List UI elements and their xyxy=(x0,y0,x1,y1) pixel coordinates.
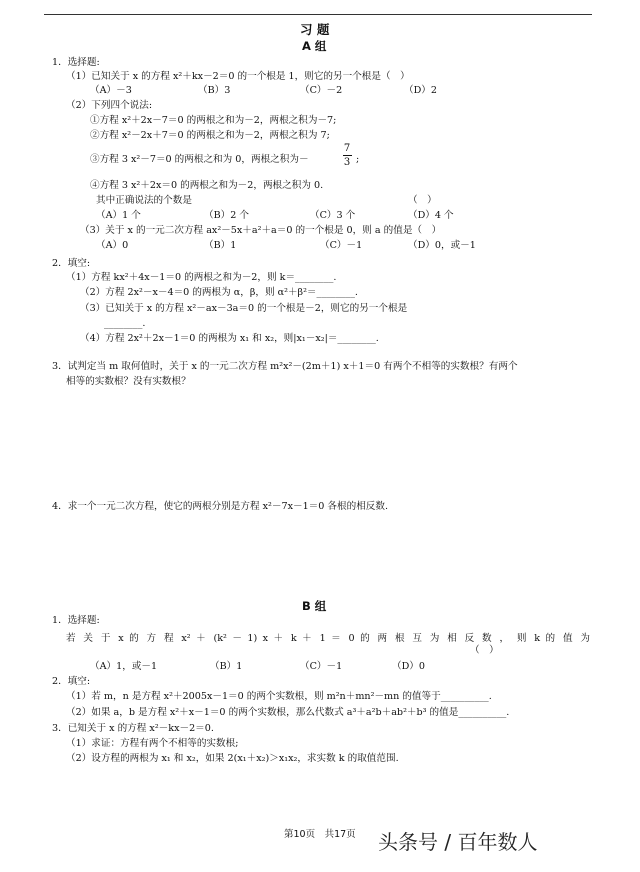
a2-q1: （1）方程 kx²＋4x－1＝0 的两根之和为－2，则 k＝________. xyxy=(66,272,337,283)
a1-q3: （3）关于 x 的一元二次方程 ax²－5x＋a²＋a＝0 的一个根是 0，则 a 的值是（ ） xyxy=(80,225,442,236)
a1-q2-answer-paren: （ ） xyxy=(408,195,437,206)
a1-q1-opt-a: （A）－3 xyxy=(90,85,132,96)
a1-q3-opt-c: （C）－1 xyxy=(320,240,363,251)
b1-q1-answer-paren: （ ） xyxy=(470,645,499,656)
fraction-bar xyxy=(343,155,352,156)
a1-heading: 1．选择题: xyxy=(52,57,100,68)
watermark: 头条号 / 百年数人 xyxy=(378,830,538,854)
a1-q3-opt-b: （B）1 xyxy=(204,240,237,251)
a1-q2-opt-c: （C）3 个 xyxy=(310,210,356,221)
a1-q3-opt-d: （D）0，或－1 xyxy=(408,240,476,251)
b1-heading: 1．选择题: xyxy=(52,615,100,626)
a2-heading: 2．填空: xyxy=(52,258,91,269)
group-a-heading: A 组 xyxy=(302,39,327,53)
b1-q1: 若 关 于 x 的 方 程 x² ＋ (k² － 1) x ＋ k ＋ 1 ＝ 0 的 两 根 互 为 相 反 数 ， 则 k 的 值 为 xyxy=(66,633,590,644)
b3-question: 3．已知关于 x 的方程 x²－kx－2＝0. xyxy=(52,723,214,734)
b2-q2: （2）如果 a，b 是方程 x²＋x－1＝0 的两个实数根，那么代数式 a³＋a²b＋ab²＋b³ 的值是__________. xyxy=(66,707,510,718)
a1-q2-question: 其中正确说法的个数是 xyxy=(96,195,192,206)
b1-q1-opt-d: （D）0 xyxy=(392,661,425,672)
a2-q3: （3）已知关于 x 的方程 x²－ax－3a＝0 的一个根是－2，则它的另一个根是 xyxy=(80,303,408,314)
page-title: 习 题 xyxy=(300,22,330,37)
b1-q1-opt-b: （B）1 xyxy=(210,661,243,672)
b3-part2: （2）设方程的两根为 x₁ 和 x₂，如果 2(x₁＋x₂)＞x₁x₂，求实数 k 的取值范围. xyxy=(66,753,399,764)
a1-q1: （1）已知关于 x 的方程 x²＋kx－2＝0 的一个根是 1，则它的另一个根是（ ） xyxy=(66,71,410,82)
group-b-heading: B 组 xyxy=(302,599,327,613)
b2-q1: （1）若 m，n 是方程 x²＋2005x－1＝0 的两个实数根，则 m²n＋mn²－mn 的值等于__________. xyxy=(66,691,492,702)
a4-question: 4．求一个一元二次方程，使它的两根分别是方程 x²－7x－1＝0 各根的相反数. xyxy=(52,501,389,512)
top-rule xyxy=(44,14,592,15)
a1-q1-opt-d: （D）2 xyxy=(404,85,437,96)
a2-q3-blank: ________. xyxy=(104,318,146,329)
a1-q2-opt-d: （D）4 个 xyxy=(408,210,454,221)
a1-q3-opt-a: （A）0 xyxy=(96,240,129,251)
a1-q2-s3: ③方程 3 x²－7＝0 的两根之和为 0，两根之积为－ xyxy=(90,154,309,165)
a2-q2: （2）方程 2x²－x－4＝0 的两根为 α，β，则 α²＋β²＝________. xyxy=(80,287,358,298)
a1-q1-opt-b: （B）3 xyxy=(198,85,231,96)
a1-q2-opt-a: （A）1 个 xyxy=(96,210,141,221)
fraction-7-3 xyxy=(340,143,354,168)
b3-part1: （1）求证：方程有两个不相等的实数根; xyxy=(66,738,239,749)
page-number-footer: 第10页 共17页 xyxy=(284,829,356,840)
a1-q2-opt-b: （B）2 个 xyxy=(204,210,249,221)
a3-question: 3．试判定当 m 取何值时，关于 x 的一元二次方程 m²x²－(2m＋1) x＋1＝0 有两个不相等的实数根？有两个 xyxy=(52,361,518,372)
a1-q2: （2）下列四个说法: xyxy=(66,100,153,111)
a1-q1-opt-c: （C）－2 xyxy=(300,85,343,96)
fraction-numerator: 7 xyxy=(343,143,351,154)
a1-q2-s4: ④方程 3 x²＋2x＝0 的两根之和为－2，两根之积为 0. xyxy=(90,180,324,191)
a2-q4: （4）方程 2x²＋2x－1＝0 的两根为 x₁ 和 x₂，则|x₁－x₂|＝________. xyxy=(80,333,379,344)
a1-q2-s2: ②方程 x²－2x＋7＝0 的两根之和为－2，两根之积为 7; xyxy=(90,130,330,141)
a1-q2-s1: ①方程 x²＋2x－7＝0 的两根之和为－2，两根之积为－7; xyxy=(90,115,337,126)
b1-q1-opt-c: （C）－1 xyxy=(300,661,343,672)
b1-q1-opt-a: （A）1，或－1 xyxy=(90,661,158,672)
b2-heading: 2．填空: xyxy=(52,676,91,687)
fraction-denominator: 3 xyxy=(343,157,351,168)
a3-question-cont: 相等的实数根？没有实数根？ xyxy=(66,376,191,387)
a1-q2-s3-end: ; xyxy=(356,154,360,165)
